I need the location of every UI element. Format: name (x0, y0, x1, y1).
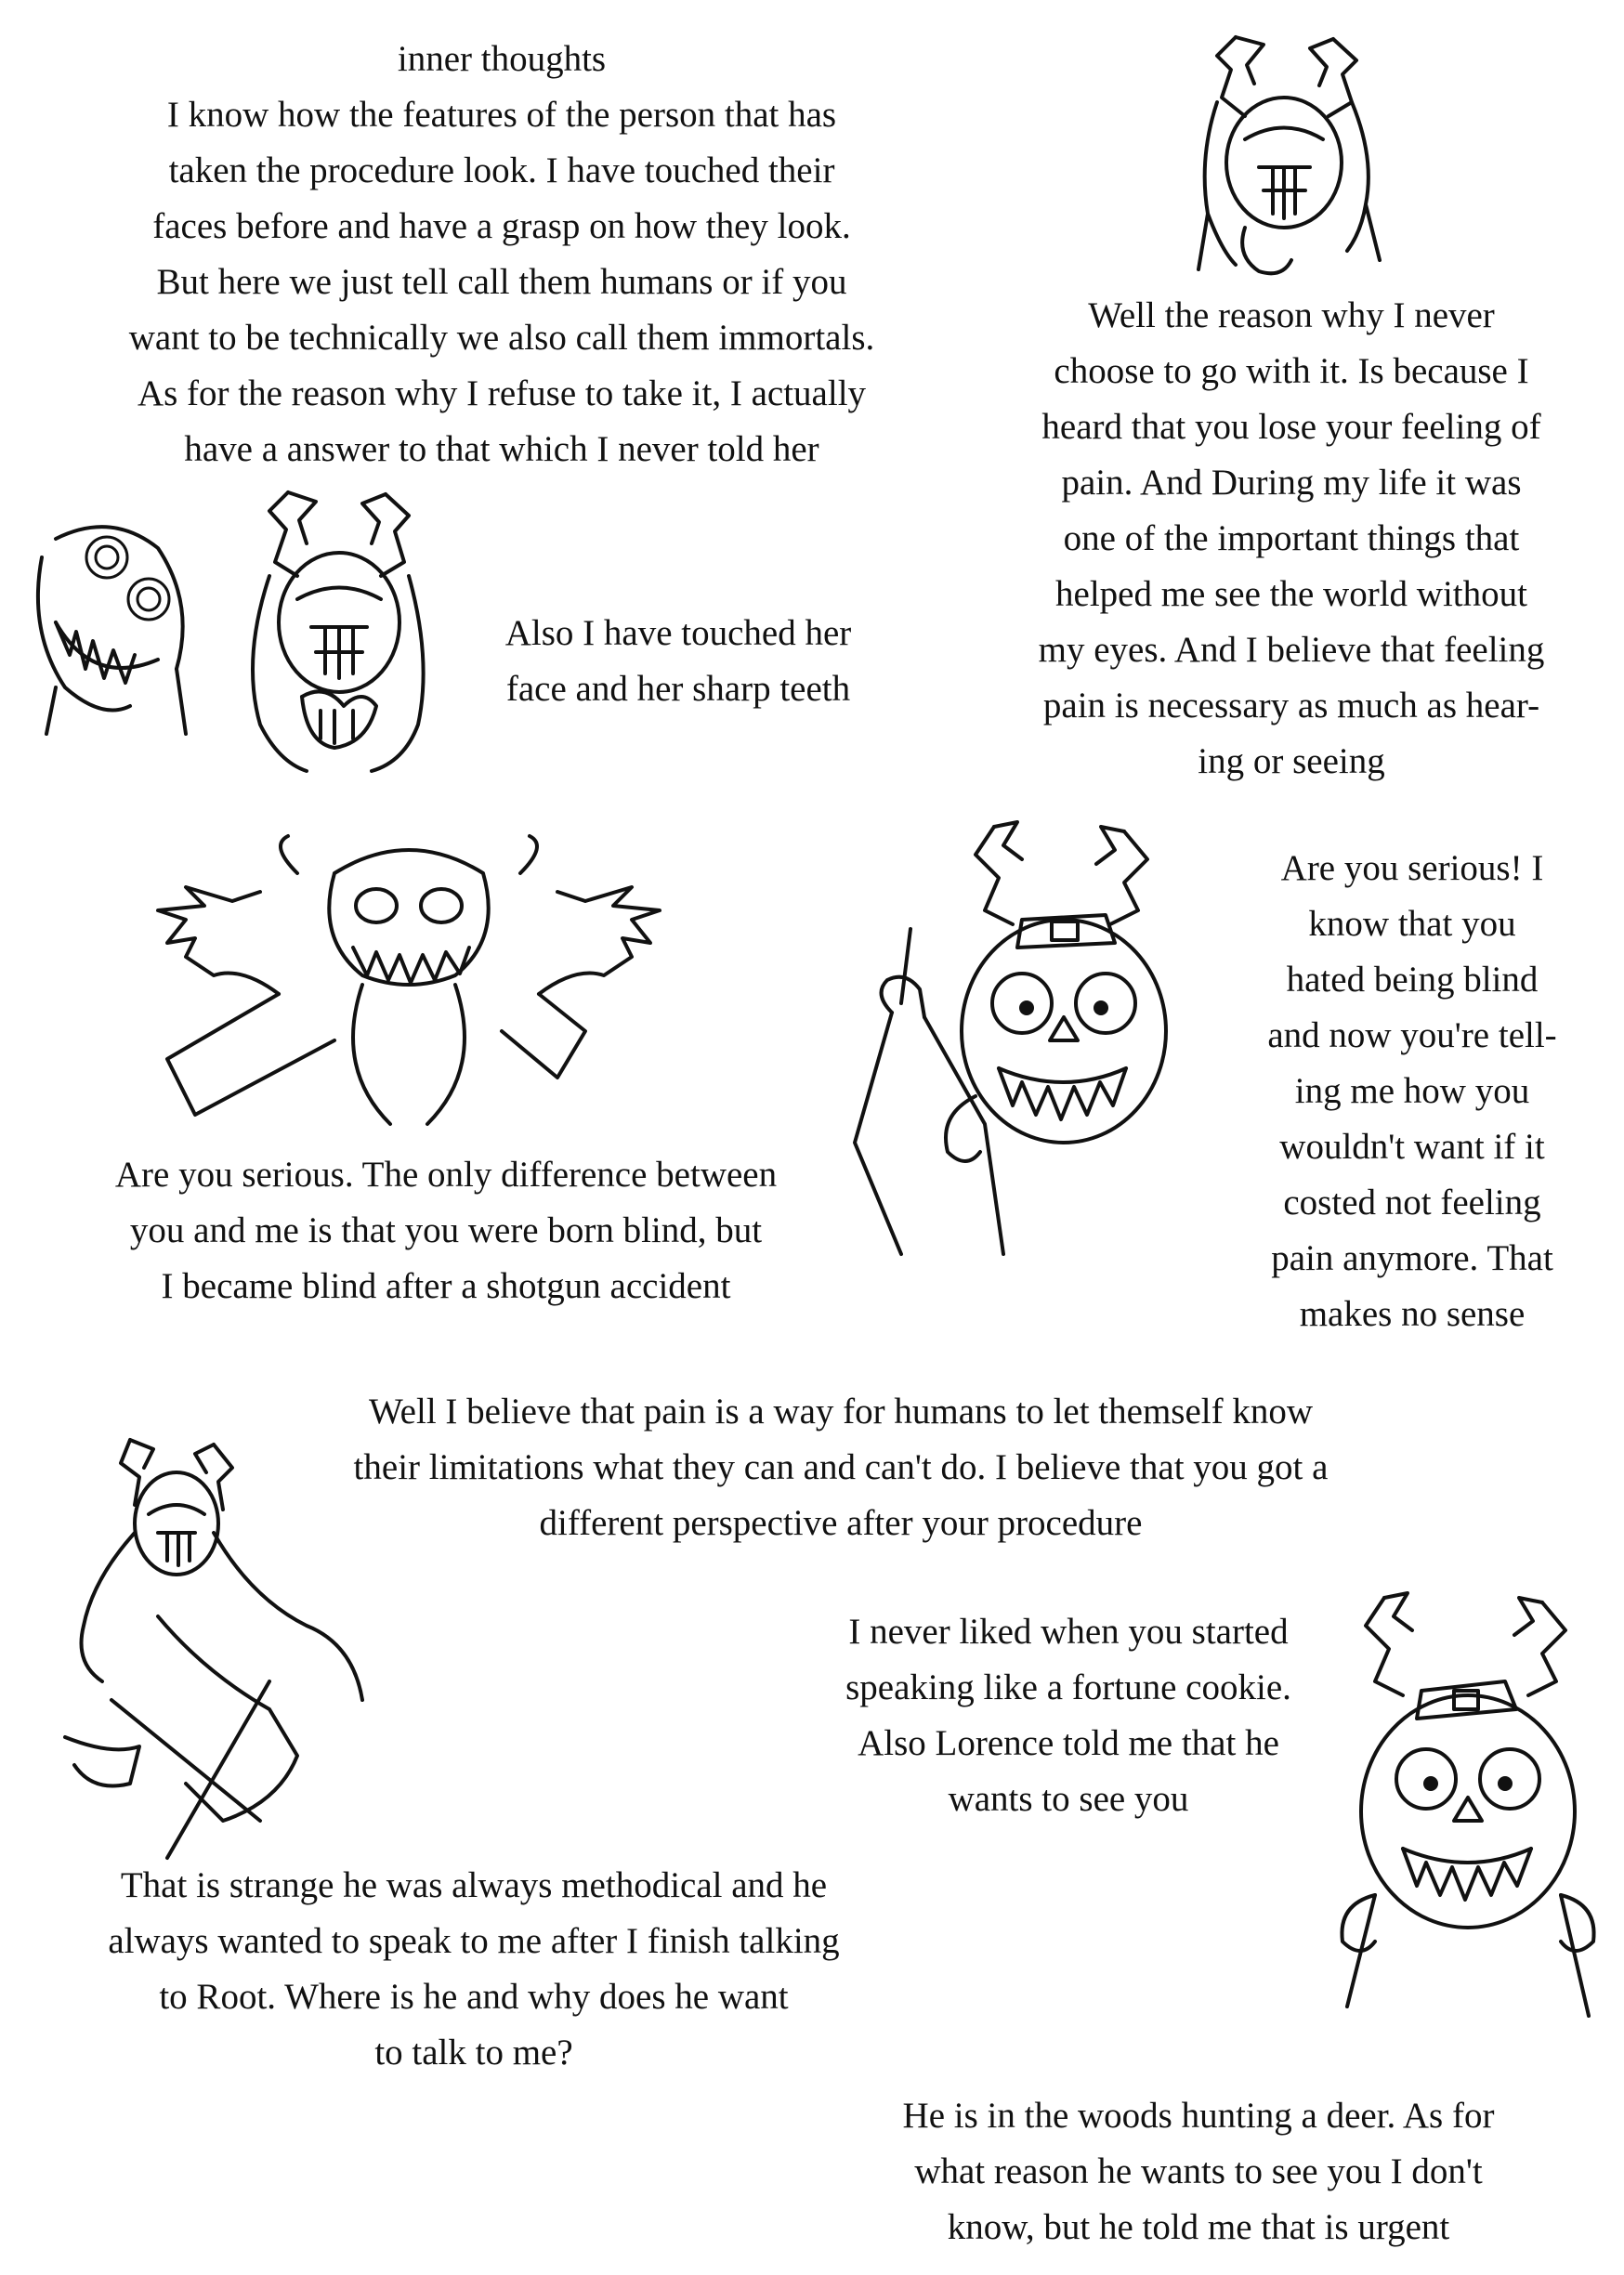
text-line: have a answer to that which I never told her (184, 429, 819, 469)
horned-figure-drawing (1180, 28, 1394, 288)
text-line: Also I have touched her (504, 613, 852, 653)
text-line: different perspective after your procedure (539, 1503, 1143, 1543)
text-line: you and me is that you were born blind, but (129, 1210, 763, 1250)
text-touched-face (446, 606, 910, 717)
text-line: costed not feeling (1283, 1183, 1541, 1222)
text-line: Well the reason why I never (1088, 295, 1495, 335)
text-line: Are you serious! I (1280, 848, 1544, 888)
text-fortune-cookie (771, 1604, 1366, 1827)
text-line: He is in the woods hunting a deer. As for (902, 2096, 1495, 2136)
text-woods (827, 2088, 1570, 2255)
text-line: what reason he wants to see you I don't (914, 2151, 1483, 2191)
text-strange (56, 1858, 892, 2081)
text-line: wouldn't want if it (1279, 1127, 1545, 1167)
text-line: to talk to me? (374, 2033, 573, 2072)
text-line: taken the procedure look. I have touched their (168, 150, 835, 190)
text-line: I never liked when you started (848, 1612, 1289, 1652)
text-serious-reply (28, 1147, 864, 1314)
text-line: face and her sharp teeth (505, 669, 851, 709)
text-line: faces before and have a grasp on how they look. (152, 206, 851, 246)
text-line: pain is necessary as much as hear- (1042, 686, 1540, 726)
text-line: Are you serious. The only difference between (114, 1155, 778, 1195)
text-line: speaking like a fortune cookie. (845, 1667, 1291, 1707)
text-line: But here we just tell call them humans or if you (156, 262, 847, 302)
text-line: As for the reason why I refuse to take it, I actually (137, 373, 867, 413)
text-line: pain. And During my life it was (1061, 463, 1522, 503)
hooded-figure-with-cane-drawing (56, 1431, 409, 1867)
text-line: ing or seeing (1198, 741, 1385, 781)
grinning-face-drawing (19, 502, 204, 743)
text-line: one of the important things that (1063, 518, 1520, 558)
text-line: wants to see you (948, 1779, 1189, 1819)
text-inner-thoughts (37, 32, 966, 477)
text-line: know that you (1308, 904, 1516, 944)
text-serious-question (1217, 841, 1607, 1342)
text-reason (966, 288, 1617, 790)
text-line: always wanted to speak to me after I finish talking (108, 1921, 840, 1961)
text-line: inner thoughts (397, 39, 607, 79)
text-line: That is strange he was always methodical and he (120, 1865, 828, 1905)
text-line: want to be technically we also call them immortals. (128, 318, 875, 358)
text-line: know, but he told me that is urgent (947, 2207, 1450, 2247)
text-line: I became blind after a shotgun accident (161, 1266, 731, 1306)
text-line: my eyes. And I believe that feeling (1038, 630, 1545, 670)
pumpkin-head-drawing (1319, 1589, 1617, 2025)
skull-figure-arms-out-drawing (149, 836, 669, 1133)
text-line: their limitations what they can and can't do. I believe that you got a (353, 1447, 1329, 1487)
text-line: makes no sense (1299, 1294, 1526, 1334)
text-line: Well I believe that pain is a way for humans to let themself know (369, 1392, 1313, 1432)
text-line: choose to go with it. Is because I (1054, 351, 1529, 391)
text-line: ing me how you (1294, 1071, 1530, 1111)
text-line: to Root. Where is he and why does he want (159, 1977, 789, 2017)
clasped-hands-figure-drawing (214, 474, 455, 780)
text-line: Also Lorence told me that he (858, 1723, 1279, 1763)
text-line: heard that you lose your feeling of (1041, 407, 1541, 447)
text-line: helped me see the world without (1055, 574, 1527, 614)
text-line: pain anymore. That (1271, 1238, 1553, 1278)
pumpkin-figure-pointing-drawing (836, 817, 1217, 1254)
text-line: and now you're tell- (1267, 1015, 1557, 1055)
text-line: hated being blind (1286, 960, 1539, 1000)
text-line: I know how the features of the person that has (166, 95, 837, 135)
